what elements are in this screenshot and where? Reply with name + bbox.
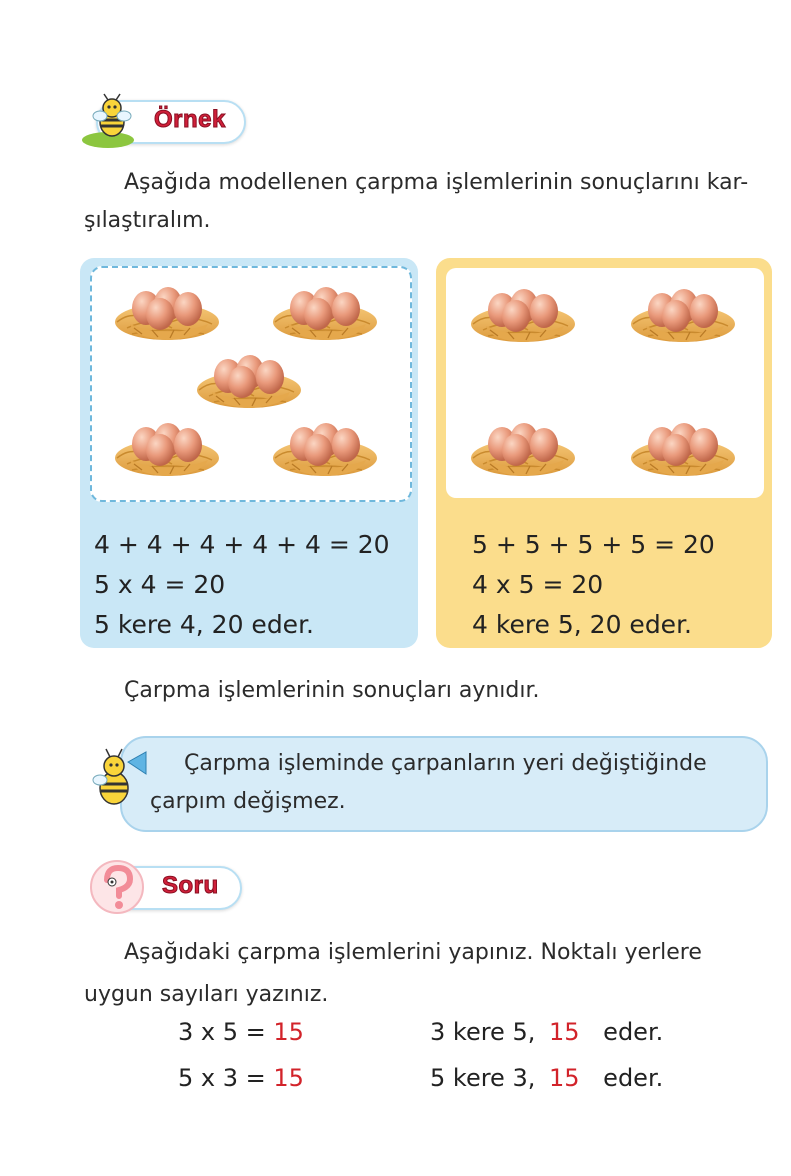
exercise-row-2-right [430, 1064, 663, 1092]
exercise-row-1-right [430, 1018, 663, 1046]
tip-line1: Çarpma işleminde çarpanların yeri değiştiğinde [184, 751, 707, 776]
question-line1: Aşağıdaki çarpma işlemlerini yapınız. Noktalı yerlere [124, 940, 702, 965]
exercise-expression: 3 x 5 = [178, 1018, 266, 1046]
example-intro-line1: Aşağıda modellenen çarpma işlemlerinin sonuçlarını kar- [124, 170, 749, 195]
exercise-row-1-left [178, 1018, 304, 1046]
right-addition-equation: 5 + 5 + 5 + 5 = 20 [472, 530, 715, 559]
question-badge-label: Soru [162, 872, 219, 899]
nest-icon [112, 282, 224, 344]
question-mark-icon [88, 858, 146, 916]
bee-megaphone-icon [86, 744, 150, 814]
nest-icon [194, 350, 306, 412]
left-verbal-equation: 5 kere 4, 20 eder. [94, 610, 314, 639]
exercise-verbal: 3 kere 5, [430, 1018, 536, 1046]
exercise-answer[interactable]: 15 [273, 1018, 304, 1046]
nest-icon [468, 418, 580, 480]
exercise-answer[interactable]: 15 [548, 1064, 580, 1092]
tip-line2: çarpım değişmez. [150, 789, 346, 814]
exercise-answer[interactable]: 15 [548, 1018, 580, 1046]
question-line2: uygun sayıları yazınız. [84, 982, 329, 1007]
exercise-verbal: 5 kere 3, [430, 1064, 536, 1092]
exercise-answer[interactable]: 15 [273, 1064, 304, 1092]
nest-icon [468, 284, 580, 346]
right-multiplication-equation: 4 x 5 = 20 [472, 570, 604, 599]
exercise-expression: 5 x 3 = [178, 1064, 266, 1092]
nest-icon [112, 418, 224, 480]
example-badge-label: Örnek [154, 106, 226, 133]
nest-icon [270, 282, 382, 344]
example-intro-line2: şılaştıralım. [84, 208, 211, 233]
exercise-row-2-left [178, 1064, 304, 1092]
nest-icon [628, 418, 740, 480]
bee-mascot-icon [80, 92, 144, 152]
exercise-suffix: eder. [603, 1018, 664, 1046]
nest-icon [270, 418, 382, 480]
exercise-suffix: eder. [603, 1064, 664, 1092]
right-verbal-equation: 4 kere 5, 20 eder. [472, 610, 692, 639]
conclusion-text: Çarpma işlemlerinin sonuçları aynıdır. [124, 678, 540, 703]
nest-icon [628, 284, 740, 346]
left-addition-equation: 4 + 4 + 4 + 4 + 4 = 20 [94, 530, 390, 559]
left-multiplication-equation: 5 x 4 = 20 [94, 570, 226, 599]
